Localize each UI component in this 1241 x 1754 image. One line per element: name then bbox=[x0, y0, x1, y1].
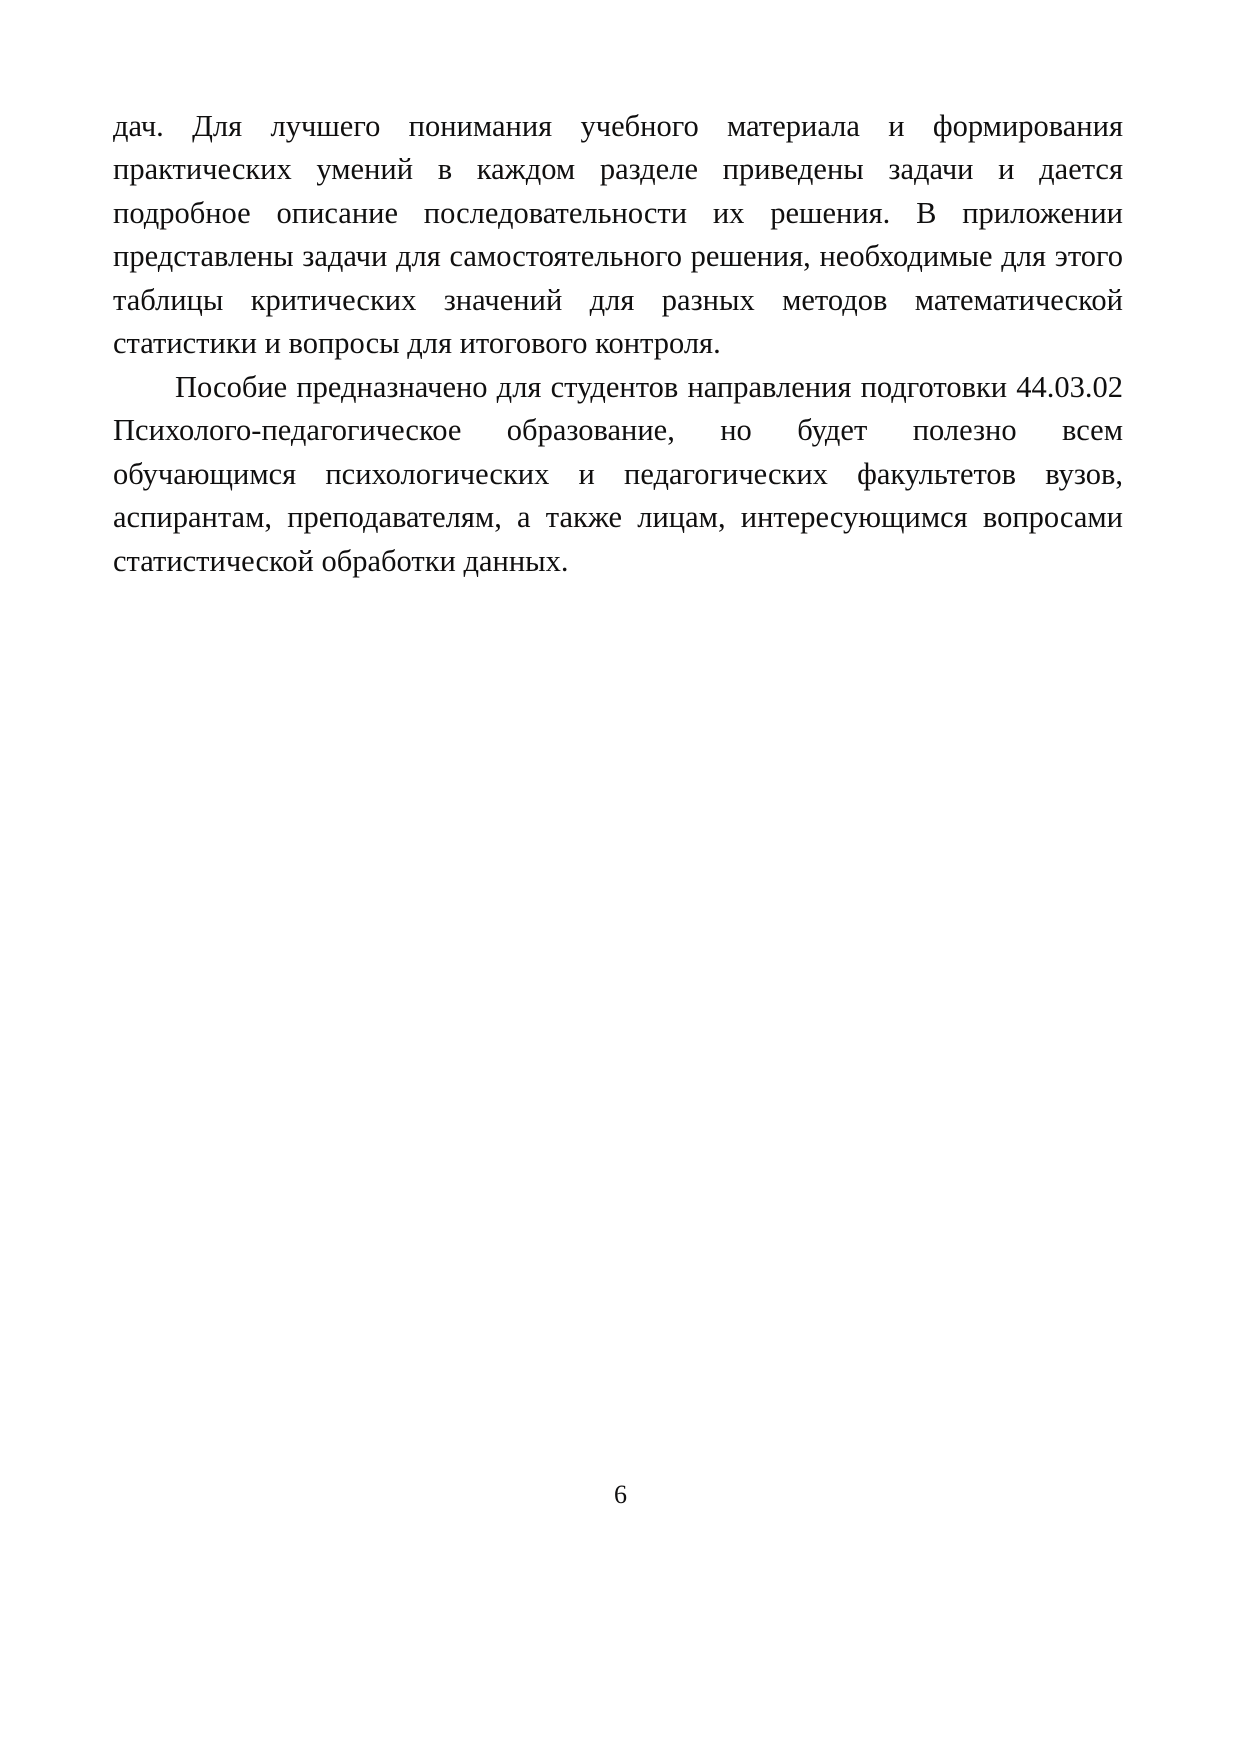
paragraph-intro-continued: дач. Для лучшего понимания учебного материала и формирования практических умений в каждом разделе приведены задачи и дается подробное описание последовательности их решения. В приложении представлены задачи для самостоятельного решения, необходимые для этого таблицы критических значений для разных методов математической статистики и вопросы для итогового контроля. bbox=[113, 109, 1123, 361]
page-number: 6 bbox=[614, 1480, 627, 1509]
page-body bbox=[113, 105, 1123, 583]
paragraph-audience: Пособие предназначено для студентов направления подготовки 44.03.02 Психолого-педагогическое образование, но будет полезно всем обучающимся психологических и педагогических факультетов вузов, аспирантам, преподавателям, а также лицам, интересующимся вопросами статистической обработки данных. bbox=[113, 369, 1123, 578]
